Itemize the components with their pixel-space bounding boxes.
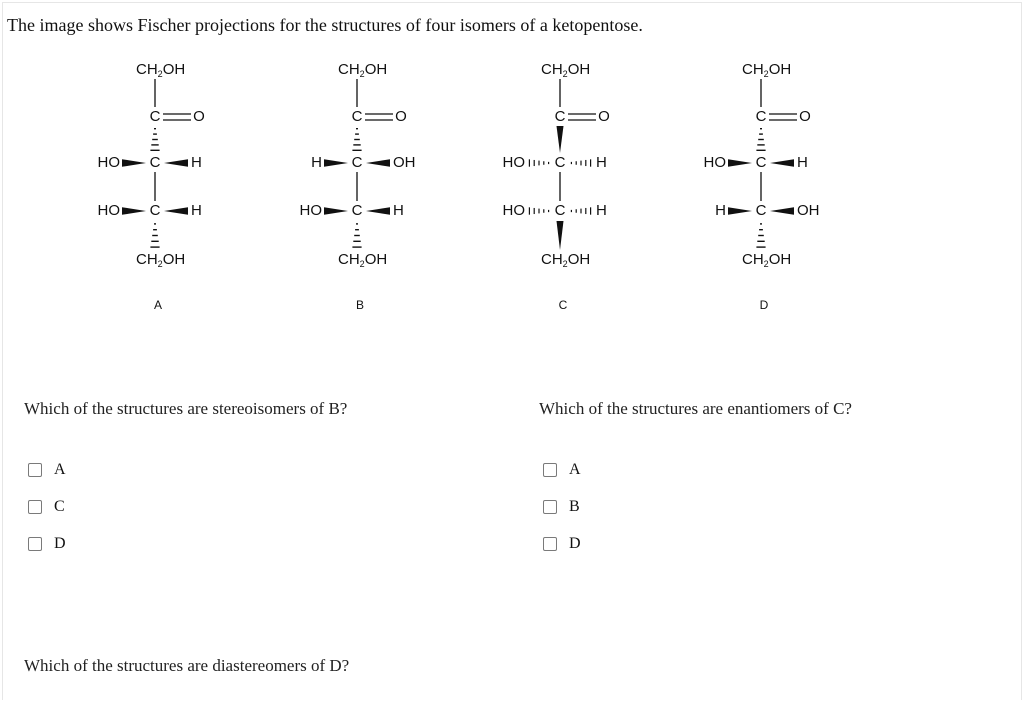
- choice-label: D: [569, 535, 581, 552]
- row2-right-substituent: H: [191, 201, 202, 219]
- row2-left-substituent: HO: [502, 201, 525, 219]
- carbonyl-oxygen-label: O: [799, 107, 811, 125]
- fischer-projections: [0, 0, 1024, 330]
- bottom-ch2oh-label: $CH_2OH$: [136, 250, 186, 270]
- row1-left-substituent: HO: [502, 153, 525, 171]
- choice-q1-option-1[interactable]: [28, 460, 66, 480]
- row2-left-substituent: HO: [97, 201, 120, 219]
- carbonyl-carbon-label: C: [755, 107, 767, 125]
- checkbox[interactable]: [28, 500, 42, 514]
- row2-right-substituent: H: [596, 201, 607, 219]
- top-ch2oh-label: $CH_2OH$: [136, 60, 186, 80]
- row1-left-substituent: H: [311, 153, 322, 171]
- bottom-ch2oh-label: $CH_2OH$: [742, 250, 792, 270]
- structure-letter-label: D: [759, 298, 769, 313]
- row1-left-substituent: HO: [703, 153, 726, 171]
- checkbox[interactable]: [543, 463, 557, 477]
- structure-letter-label: C: [558, 298, 568, 313]
- choice-label: C: [54, 498, 65, 515]
- choice-label: A: [569, 461, 581, 478]
- row2-left-substituent: HO: [299, 201, 322, 219]
- question-diastereomers-of-d: Which of the structures are diastereomers of D?: [24, 656, 350, 675]
- checkbox[interactable]: [543, 537, 557, 551]
- row2-left-substituent: H: [715, 201, 726, 219]
- choice-label: B: [569, 498, 580, 515]
- question-enantiomers-of-c: Which of the structures are enantiomers of C?: [539, 399, 852, 418]
- carbonyl-oxygen-label: O: [395, 107, 407, 125]
- top-ch2oh-label: $CH_2OH$: [541, 60, 591, 80]
- checkbox[interactable]: [28, 537, 42, 551]
- choice-q2-option-2[interactable]: [543, 497, 581, 517]
- carbonyl-carbon-label: C: [554, 107, 566, 125]
- bottom-ch2oh-label: $CH_2OH$: [338, 250, 388, 270]
- choices-enantiomers-of-c: [543, 460, 581, 571]
- question-stereoisomers-of-b: Which of the structures are stereoisomers of B?: [24, 399, 348, 418]
- carbonyl-oxygen-label: O: [193, 107, 205, 125]
- row1-right-substituent: H: [797, 153, 808, 171]
- row1-right-substituent: H: [191, 153, 202, 171]
- row1-left-substituent: HO: [97, 153, 120, 171]
- stereocenter-2-carbon-label: C: [351, 201, 363, 219]
- carbonyl-oxygen-label: O: [598, 107, 610, 125]
- choice-q2-option-1[interactable]: [543, 460, 581, 480]
- checkbox[interactable]: [543, 500, 557, 514]
- stereocenter-2-carbon-label: C: [755, 201, 767, 219]
- row2-right-substituent: H: [393, 201, 404, 219]
- stereocenter-1-carbon-label: C: [755, 153, 767, 171]
- choice-label: A: [54, 461, 66, 478]
- row2-right-substituent: OH: [797, 201, 820, 219]
- row1-right-substituent: OH: [393, 153, 416, 171]
- stereocenter-2-carbon-label: C: [554, 201, 566, 219]
- stereocenter-1-carbon-label: C: [554, 153, 566, 171]
- choice-label: D: [54, 535, 66, 552]
- choices-stereoisomers-of-b: [28, 460, 66, 571]
- fischer-structure-d: [704, 61, 820, 312]
- fischer-structure-b: [300, 61, 416, 312]
- top-ch2oh-label: $CH_2OH$: [338, 60, 388, 80]
- fischer-structure-c: [503, 61, 610, 312]
- stereocenter-1-carbon-label: C: [149, 153, 161, 171]
- bottom-ch2oh-label: $CH_2OH$: [541, 250, 591, 270]
- top-ch2oh-label: $CH_2OH$: [742, 60, 792, 80]
- checkbox[interactable]: [28, 463, 42, 477]
- choice-q1-option-3[interactable]: [28, 534, 66, 554]
- structure-letter-label: B: [355, 298, 365, 313]
- structure-letter-label: A: [153, 298, 163, 313]
- choice-q2-option-3[interactable]: [543, 534, 581, 554]
- carbonyl-carbon-label: C: [351, 107, 363, 125]
- carbonyl-carbon-label: C: [149, 107, 161, 125]
- fischer-structure-a: [98, 61, 205, 312]
- choice-q1-option-2[interactable]: [28, 497, 66, 517]
- row1-right-substituent: H: [596, 153, 607, 171]
- intro-text: The image shows Fischer projections for the structures of four isomers of a ketopentose.: [7, 15, 643, 35]
- stereocenter-2-carbon-label: C: [149, 201, 161, 219]
- stereocenter-1-carbon-label: C: [351, 153, 363, 171]
